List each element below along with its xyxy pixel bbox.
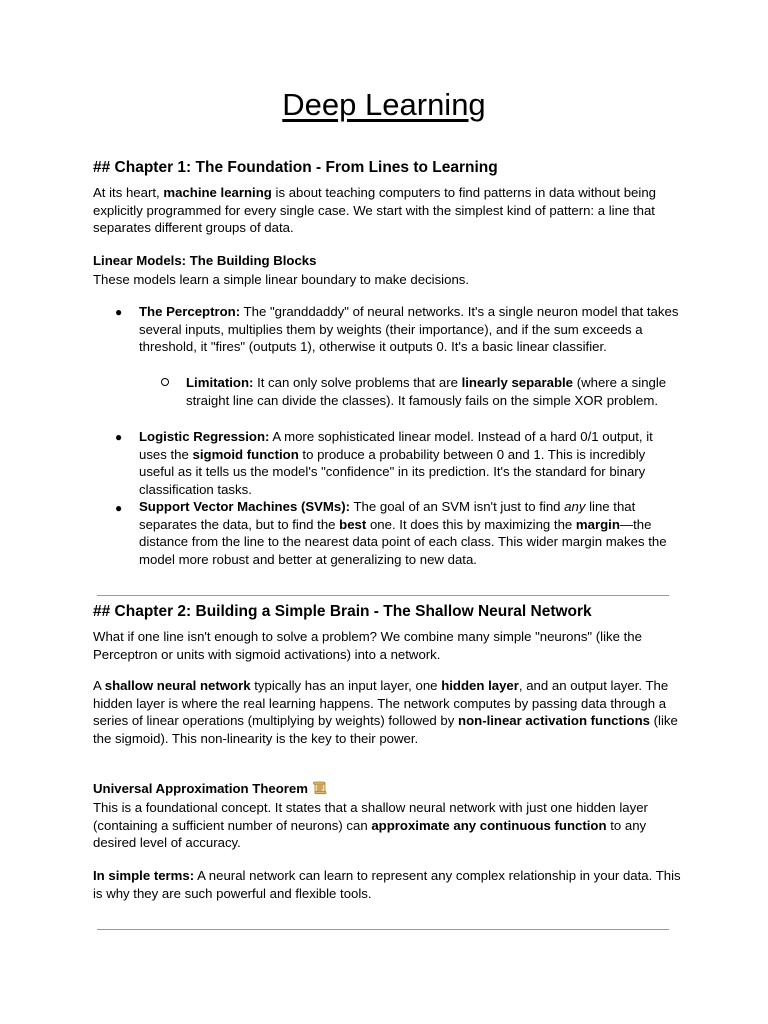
simple-terms-paragraph: In simple terms: A neural network can learn to represent any complex relationship in your data. This is why they are such powerful and flexible tools. [93,868,681,901]
uat-heading: Universal Approximation Theorem [93,780,327,798]
list-item-perceptron: The Perceptron: The "granddaddy" of neural networks. It's a single neuron model that takes several inputs, multiplies them by weights (their importance), and if the sum exceeds a threshold, it "fires" (outputs 1), otherwise it outputs 0. It's a basic linear classifier. [139,304,679,355]
bullet-marker: ● [115,305,123,319]
list-item-svm: Support Vector Machines (SVMs): The goal of an SVM isn't just to find any line that separates the data, but to find the best one. It does this by maximizing the margin—the distance from the line to the nearest data point of each class. This wider margin makes the model more robust and better at generalizing to new data. [139,499,667,567]
shallow-network-paragraph: A shallow neural network typically has an input layer, one hidden layer, and an output layer. The hidden layer is where the real learning happens. The network computes by passing data through a series of linear operations (multiplying by weights) followed by non-linear activation functions (like the sigmoid). This non-linearity is the key to their power. [93,678,678,746]
chapter-2-intro: What if one line isn't enough to solve a problem? We combine many simple "neurons" (like the Perceptron or units with sigmoid activations) into a network. [93,629,642,662]
list-item-limitation: Limitation: It can only solve problems that are linearly separable (where a single straight line can divide the classes). It famously fails on the simple XOR problem. [186,375,667,408]
bullet-marker: ● [115,430,123,444]
sub-bullet-marker [161,378,169,386]
linear-models-text: These models learn a simple linear boundary to make decisions. [93,272,470,287]
horizontal-rule [97,929,669,930]
bullet-marker: ● [115,501,123,515]
linear-models-heading: Linear Models: The Building Blocks [93,253,317,268]
chapter-1-heading: ## Chapter 1: The Foundation - From Lines to Learning [93,159,498,176]
document-title: Deep Learning [282,87,486,122]
uat-paragraph: This is a foundational concept. It states that a shallow neural network with just one hidden layer (containing a sufficient number of neurons) can approximate any continuous function to any desired level of accuracy. [93,800,648,851]
chapter-1-intro: At its heart, machine learning is about teaching computers to find patterns in data without being explicitly programmed for every single case. We start with the simplest kind of pattern: a line that separates different groups of data. [93,185,656,236]
scroll-icon [312,781,327,795]
chapter-2-heading: ## Chapter 2: Building a Simple Brain - The Shallow Neural Network [93,603,592,620]
list-item-logistic-regression: Logistic Regression: A more sophisticated linear model. Instead of a hard 0/1 output, it uses the sigmoid function to produce a probability between 0 and 1. This is incredibly useful as it tells us the model's "confidence" in its prediction. It's the standard for binary classification tasks. [139,429,653,497]
horizontal-rule [97,595,669,596]
